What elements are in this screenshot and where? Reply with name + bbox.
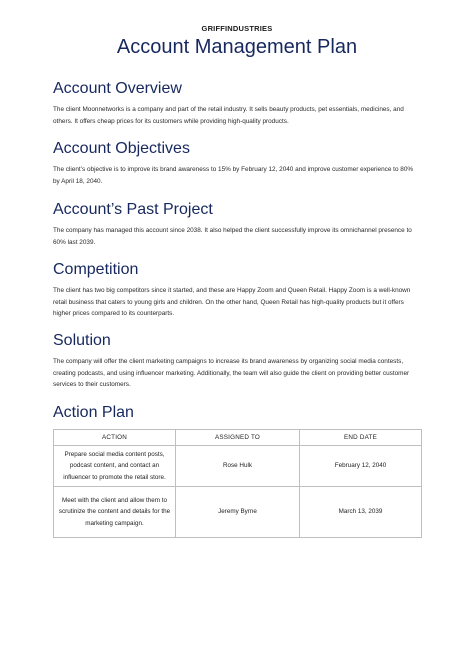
column-header-assigned-to: ASSIGNED TO: [176, 430, 300, 446]
section-action-plan: [53, 403, 421, 423]
column-header-end-date: END DATE: [300, 430, 422, 446]
action-cell: Prepare social media content posts, podcast content, and contact an influencer to promote the retail store.: [54, 446, 176, 487]
assignee-cell: Rose Hulk: [176, 446, 300, 487]
end-date-cell: March 13, 2039: [300, 487, 422, 538]
section-body: The company has managed this account since 2038. It also helped the client successfully improve its omnichannel presence to 60% last 2039.: [53, 227, 412, 246]
action-cell: Meet with the client and allow them to scrutinize the content and details for the marketing campaign.: [54, 487, 176, 538]
section-account-overview: [53, 79, 421, 127]
company-name: GRIFFINDUSTRIES: [201, 24, 273, 33]
section-solution: [53, 331, 421, 391]
action-plan-table: [53, 429, 422, 538]
section-body: The company will offer the client marketing campaigns to increase its brand awareness by organizing social media contests, creating podcasts, and using influencer marketing. Additionally, the team will also guide the client on providing better customer services to their customers.: [53, 358, 410, 389]
section-heading: Account’s Past Project: [53, 201, 213, 218]
table-row: [54, 487, 422, 538]
section-heading: Account Overview: [53, 80, 182, 97]
section-competition: [53, 260, 421, 320]
section-heading: Account Objectives: [53, 140, 190, 157]
document-title: Account Management Plan: [116, 36, 358, 58]
section-body: The client has two big competitors since it started, and these are Happy Zoom and Queen Retail. Happy Zoom is a well-known retail business that caters to young girls and children. On the other hand, Queen Retail has high-quality products but it offers higher prices compared to its counterparts.: [53, 287, 411, 318]
table-row: [54, 446, 422, 487]
end-date-cell: February 12, 2040: [300, 446, 422, 487]
table-header-row: [54, 430, 422, 446]
section-body: The client’s objective is to improve its brand awareness to 15% by February 12, 2040 and improve customer experience to 80% by April 18, 2040.: [53, 166, 414, 185]
section-heading: Action Plan: [53, 404, 134, 421]
section-body: The client Moonnetworks is a company and part of the retail industry. It sells beauty products, pet essentials, medicines, and others. It offers cheap prices for its customers while providing high-quality products.: [53, 106, 404, 125]
assignee-cell: Jeremy Byrne: [176, 487, 300, 538]
section-heading: Solution: [53, 332, 111, 349]
section-heading: Competition: [53, 261, 139, 278]
section-account-objectives: [53, 139, 421, 187]
section-past-project: [53, 200, 421, 248]
column-header-action: ACTION: [54, 430, 176, 446]
